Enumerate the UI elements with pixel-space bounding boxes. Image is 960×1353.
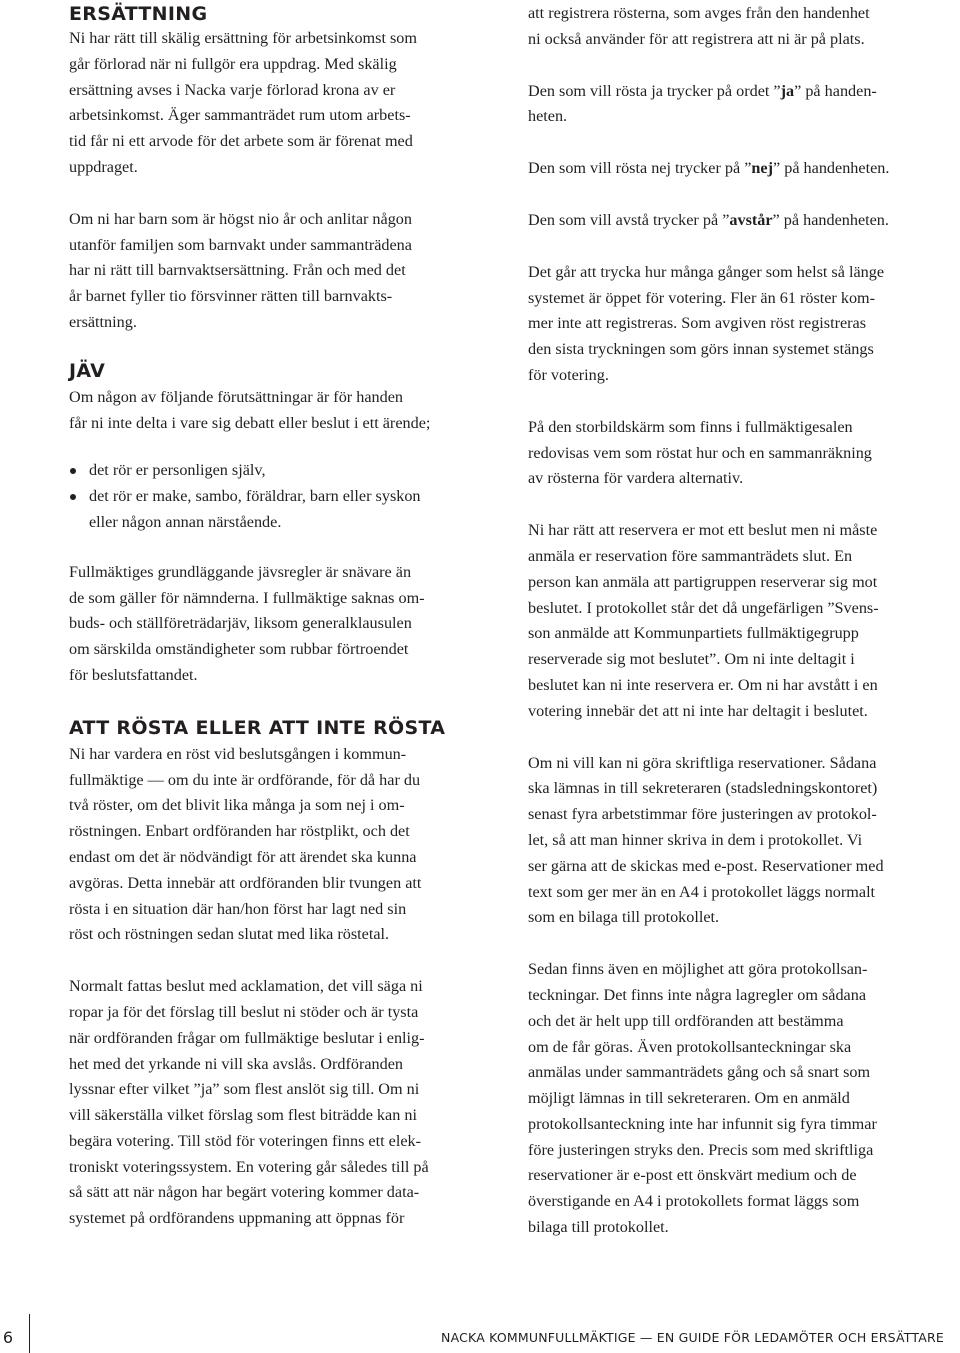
paragraph: Normalt fattas beslut med acklamation, det vill säga ni ropar ja för det förslag till beslut ni stöder och är tysta när ordföranden frågar om fullmäktige beslutar i enlig- het med det yrkande ni vill ska avslås. Ordföranden lyssnar efter vilket ”ja” som flest anslöt sig till. Om ni vill säkerställa vilket förslag som flest biträdde kan ni begära votering. Till stöd för voteringen finns ett elek- troniskt voteringssystem. En votering går således till på så sätt att när någon har begärt votering kommer data- systemet på ordförandens uppmaning att öppnas för	[69, 977, 429, 1228]
paragraph: Om någon av följande förutsättningar är för handen får ni inte delta i vare sig debatt eller beslut i ett ärende;	[69, 387, 431, 432]
paragraph-vote-abstain: Den som vill avstå trycker på ”avstår” på handenheten.	[528, 210, 889, 229]
page-number: 6	[2, 1328, 14, 1347]
paragraph-vote-no: Den som vill rösta nej trycker på ”nej” på handenheten.	[528, 159, 890, 178]
paragraph: På den storbildskärm som finns i fullmäktigesalen redovisas vem som röstat hur och en sammanräkning av rösterna för vardera alternativ.	[528, 417, 872, 488]
heading-ersattning: ERSÄTTNING	[69, 3, 208, 25]
paragraph: Om ni vill kan ni göra skriftliga reservationer. Sådana ska lämnas in till sekreteraren (stadsledningskontoret) senast fyra arbetstimmar före justeringen av protokol- let, så att man hinner skriva in dem i protokollet. Vi ser gärna att de skickas med e-post. Reservationer med text som ger mer än en A4 i protokollet läggs normalt som en bilaga till protokollet.	[528, 753, 884, 927]
paragraph: Ni har vardera en röst vid beslutsgången i kommun- fullmäktige — om du inte är ordförande, för då har du två röster, om det blivit lika många ja som nej i om- röstningen. Enbart ordföranden har röstplikt, och det endast om det är nödvändigt för att ärendet ska kunna avgöras. Detta innebär att ordföranden blir tvungen att rösta i en situation där han/hon först har lagt ned sin röst och röstningen sedan slutat med lika röstetal.	[69, 744, 422, 944]
heading-att-rosta: ATT RÖSTA ELLER ATT INTE RÖSTA	[69, 716, 446, 739]
bullet-list	[69, 458, 495, 535]
paragraph: Ni har rätt till skälig ersättning för arbetsinkomst som går förlorad när ni fullgör era uppdrag. Med skälig ersättning avses i Nacka varje förlorad krona av er arbetsinkomst. Äger sammanträdet rum utom arbets- tid får ni ett arvode för det arbete som är förenat med uppdraget.	[69, 29, 417, 176]
bullet-icon	[70, 494, 76, 500]
paragraph: Sedan finns även en möjlighet att göra protokollsan- teckningar. Det finns inte några lagregler om sådana och det är helt upp till ordföranden att bestämma om de får göras. Även protokollsanteckningar ska anmälas under sammanträdets gång och så snart som möjligt lämnas in till sekreteraren. Om en anmäld protokollsanteckning inte har infunnit sig fyra timmar före justeringen stryks den. Precis som med skriftliga reservationer är e-post ett önskvärt medium och de överstigande en A4 i protokollets format läggs som bilaga till protokollet.	[528, 960, 877, 1237]
bullet-icon	[70, 468, 76, 474]
heading-jav: JÄV	[69, 359, 106, 382]
paragraph: Om ni har barn som är högst nio år och anlitar någon utanför familjen som barnvakt under sammanträdena har ni rätt till barnvaktsersättning. Från och med det år barnet fyller tio försvinner rätten till barnvakts- ersättning.	[69, 209, 412, 331]
running-footer: NACKA KOMMUNFULLMÄKTIGE — EN GUIDE FÖR LEDAMÖTER OCH ERSÄTTARE	[441, 1330, 944, 1345]
footer-divider	[29, 1314, 30, 1353]
paragraph: att registrera rösterna, som avges från den handenhet ni också använder för att registrera att ni är på plats.	[528, 4, 870, 48]
paragraph: Det går att trycka hur många gånger som helst så länge systemet är öppet för votering. Fler än 61 röster kom- mer inte att registreras. Som avgiven röst registreras den sista tryckningen som görs innan systemet stängs för votering.	[528, 262, 884, 384]
paragraph: Fullmäktiges grundläggande jävsregler är snävare än de som gäller för nämnderna. I fullmäktige saknas om- buds- och ställföreträdarjäv, liksom generalklausulen om särskilda omständigheter som rubbar förtroendet för beslutsfattandet.	[69, 562, 425, 684]
left-column	[69, 0, 495, 1232]
list-item: det rör er make, sambo, föräldrar, barn eller syskon eller någon annan närstående.	[69, 484, 495, 536]
paragraph: Ni har rätt att reservera er mot ett beslut men ni måste anmäla er reservation före sammanträdets slut. En person kan anmäla att partigruppen reserverar sig mot beslutet. I protokollet står det då ungefärligen ”Svens- son anmälde att Kommunpartiets fullmäktigegrupp reserverade sig mot beslutet”. Om ni inte deltagit i beslutet kan ni inte reservera er. Om ni har avstått i en votering innebär det att ni inte har deltagit i beslutet.	[528, 521, 879, 720]
paragraph-vote-yes: Den som vill rösta ja trycker på ordet ”ja” på handen- heten.	[528, 81, 877, 126]
right-column	[528, 1, 948, 1241]
list-item: det rör er personligen själv,	[69, 458, 495, 484]
